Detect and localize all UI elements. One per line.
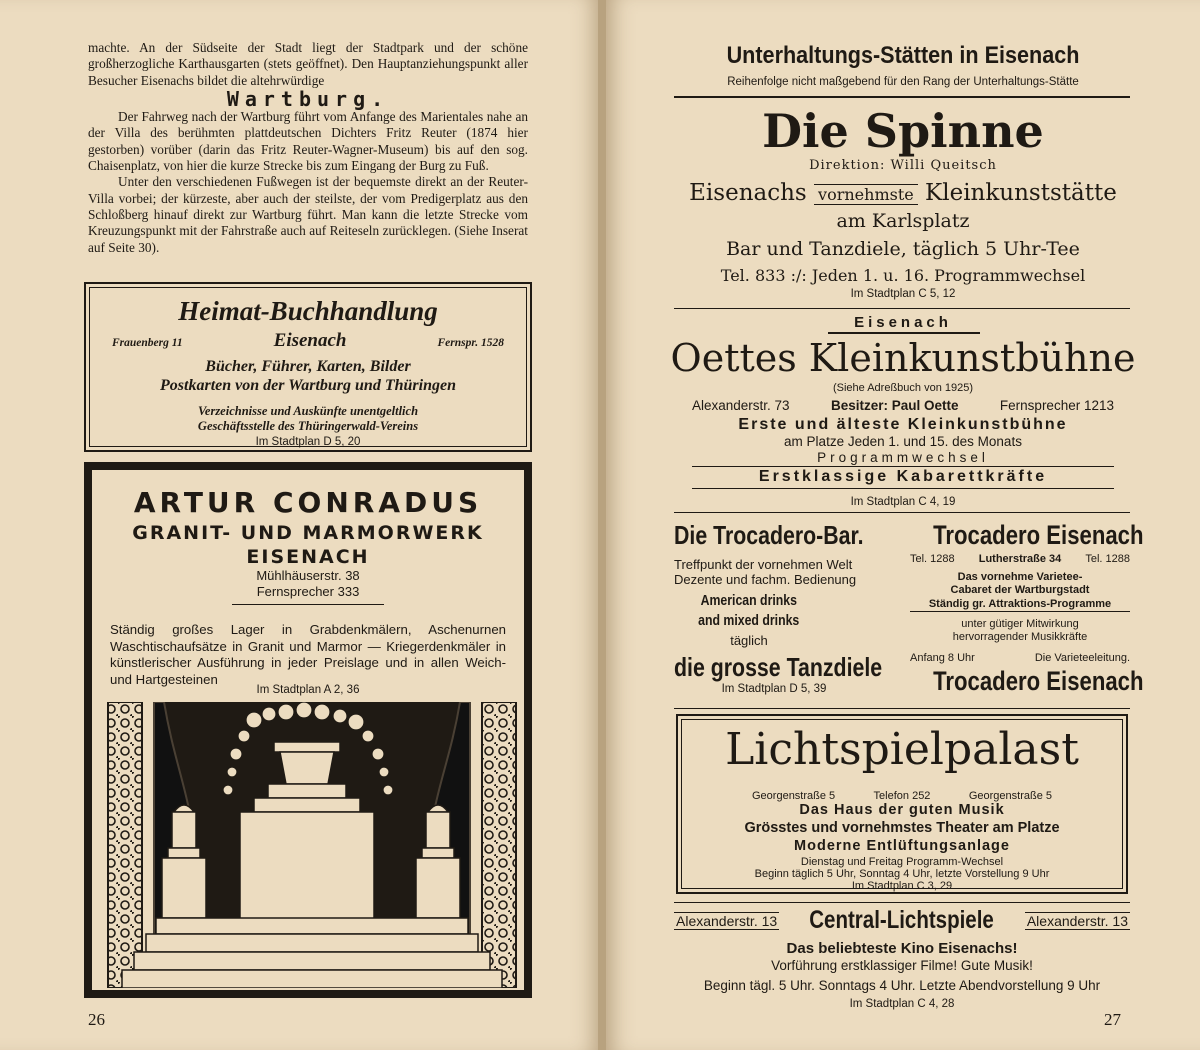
lichtspielpalast-line5: Beginn täglich 5 Uhr, Sonntag 4 Uhr, letzte Vorstellung 9 Uhr [754,868,1050,880]
spinne-slogan-a: Eisenachs [689,180,807,206]
heimat-address-row [112,330,504,352]
lichtspielpalast-addr-left: Georgenstraße 5 [752,790,836,802]
oette-rule-top [692,466,1114,467]
ad-heimat-buchhandlung [84,282,532,452]
trocadero-daily: täglich [730,633,768,648]
trocadero-bar-line2: Dezente und fachm. Bedienung [674,572,857,587]
trocadero-line5: hervorragender Musikkräfte [952,631,1088,643]
lichtspielpalast-inner [681,719,1123,892]
conradus-inner [92,470,524,990]
heimat-line3: Verzeichnisse und Auskünfte unentgeltlich [197,404,419,418]
lichtspielpalast-name: Lichtspielpalast [725,724,1079,775]
oette-rule-bottom [692,488,1114,489]
central-header-row [674,906,1130,935]
trocadero-name: Trocadero Eisenach [933,520,1144,550]
oette-wechsel: Programmwechsel [817,450,989,465]
ad-artur-conradus [84,462,532,998]
right-ornament-border [482,702,516,988]
page-title: Unterhaltungs-Stätten in Eisenach [726,42,1080,69]
lichtspielpalast-addr-right: Georgenstraße 5 [968,790,1052,802]
trocadero-separator [674,708,1130,709]
oette-street: Alexanderstr. 73 [692,398,790,413]
trocadero-dance: die grosse Tanzdiele [674,652,883,682]
page-number-right: 27 [1104,1010,1121,1029]
spinne-slogan-c: Kleinkunststätte [925,180,1117,206]
ad-central-lichtspiele [674,906,1130,1016]
central-line3: Beginn tägl. 5 Uhr. Sonntags 4 Uhr. Letzte Abendvorstellung 9 Uhr [703,978,1101,993]
ad-lichtspielpalast [676,714,1128,894]
spinne-rule [674,308,1130,309]
spinne-location: am Karlsplatz [836,210,970,232]
central-name-wrap [789,906,1014,935]
central-line2: Vorführung erstklassiger Filme! Gute Musik! [771,958,1033,973]
trocadero-footer: Trocadero Eisenach [933,666,1144,696]
oette-city: Eisenach [854,314,952,331]
trocadero-management: Die Varieteeleitung. [1034,652,1130,664]
trocadero-footer-wrap [910,666,1144,697]
trocadero-dance-wrap [674,652,904,683]
conradus-text: Ständig großes Lager in Grabdenkmälern, Aschenurnen Waschtischaufsätze in Granit und Marmor — Kriegerdenkmäler in künstlerischer Ausführung in jeder Preislage und in allen Weich- und Hartgesteinen [110,622,506,687]
trocadero-bar-name-wrap [674,520,904,551]
lichtspielpalast-separator [674,902,1130,903]
central-name: Central-Lichtspiele [809,906,995,934]
ad-trocadero-eisenach [910,520,1144,697]
spinne-bar: Bar und Tanzdiele, täglich 5 Uhr-Tee [726,238,1080,260]
oette-contact-row [692,398,1114,413]
lichtspielpalast-contact-row [752,790,1052,802]
oette-city-underline [828,332,980,334]
ad-die-spinne [606,100,1200,310]
trocadero-contact-row [910,553,1130,565]
intro-paragraph: machte. An der Südseite der Stadt liegt der Stadtpark und der schöne großherzogliche Karthausgarten (stets geöffnet). Den Hauptanziehungspunkt aller Besucher Eisenachs bildet die altehrwürdige [88,40,528,88]
heimat-city: Eisenach [273,330,347,351]
trocadero-bar-plan: Im Stadtplan D 5, 39 [721,683,827,695]
trocadero-drinks [674,591,824,650]
oette-owner: Besitzer: Paul Oette [830,398,959,413]
steps [122,918,502,988]
conradus-city: EISENACH [246,546,370,568]
spinne-tel: Tel. 833 :/: Jeden 1. u. 16. Programmwechsel [720,266,1086,285]
trocadero-bar-name: Die Trocadero-Bar. [674,520,864,550]
oette-name: Oettes Kleinkunstbühne [670,336,1136,380]
wartburg-heading: Wartburg. [226,86,390,111]
ad-oettes-kleinkunstbuehne [606,312,1200,512]
heimat-line2: Postkarten von der Wartburg und Thüringen [160,377,456,394]
heimat-line4: Geschäftsstelle des Thüringerwald-Vereins [197,419,419,433]
trocadero-drinks2: and mixed drinks [698,612,800,629]
central-addr-right: Alexanderstr. 13 [1026,912,1128,929]
oette-artists: Erstklassige Kabarettkräfte [758,468,1048,485]
conradus-name: ARTUR CONRADUS [133,486,483,519]
lichtspielpalast-line2: Grösstes und vornehmstes Theater am Platze [744,820,1060,836]
wartburg-text [88,40,528,256]
ad-heimat-inner-border [89,287,527,447]
conradus-rule [232,604,384,605]
spinne-direction: Direktion: Willi Queitsch [809,158,997,173]
oette-note: (Siehe Adreßbuch von 1925) [832,382,974,394]
heimat-line1: Bücher, Führer, Karten, Bilder [205,358,411,375]
lichtspielpalast-phone: Telefon 252 [873,790,931,802]
conradus-subtitle: GRANIT- UND MARMORWERK [132,522,484,544]
trocadero-bar-line1: Treffpunkt der vornehmen Welt [674,557,853,572]
central-addr-left: Alexanderstr. 13 [676,912,778,929]
spinne-name: Die Spinne [762,104,1044,158]
heimat-name: Heimat-Buchhandlung [178,296,438,326]
lichtspielpalast-plan: Im Stadtplan C 3, 29 [851,880,953,892]
lichtspielpalast-line3: Moderne Entlüftungsanlage [794,838,1010,854]
trocadero-start-row [910,652,1130,664]
page-subtitle: Reihenfolge nicht maßgebend für den Rang der Unterhaltungs-Stätte [727,76,1079,88]
memorial-illustration [104,702,520,988]
left-ornament-border [108,702,142,988]
trocadero-name-wrap [910,520,1144,551]
oette-separator [674,512,1130,513]
trocadero-tel-right: Tel. 1288 [1085,553,1130,565]
trocadero-line3: Ständig gr. Attraktions-Programme [910,597,1130,612]
trocadero-drinks1: American drinks [700,592,798,609]
central-plan: Im Stadtplan C 4, 28 [849,998,955,1010]
title-rule [674,96,1130,98]
central-line1: Das beliebteste Kino Eisenachs! [786,940,1018,957]
paragraph-2: Der Fahrweg nach der Wartburg führt vom Anfange des Marientales nahe an der Villa des berühmten plattdeutschen Dichters Fritz Reuter (1874 hier gestorben) vorüber (darin das Fritz Reuter-Wagner-Museum) bis auf den sog. Chaisenplatz, von hier die kurze Strecke bis zum Eingang der Burg zu Fuß. [88,109,528,174]
conradus-street: Mühlhäuserstr. 38 [256,568,360,583]
conradus-plan: Im Stadtplan A 2, 36 [256,684,360,696]
lichtspielpalast-line4: Dienstag und Freitag Programm-Wechsel [800,856,1004,868]
conradus-phone: Fernsprecher 333 [256,584,360,599]
ad-trocadero-bar [674,520,904,695]
spinne-slogan [606,180,1200,206]
heimat-address: Frauenberg 11 [112,337,183,349]
heimat-phone: Fernspr. 1528 [437,337,504,349]
oette-plan: Im Stadtplan C 4, 19 [850,496,956,508]
paragraph-3: Unter den verschiedenen Fußwegen ist der bequemste direkt an der Reuter-Villa vorbei; der kürzeste, aber auch der steilste, der vom Predigerplatz aus den Schloßberg hinauf direkt zur Wartburg führt. Man kann die letzte Strecke vom Kreuzungspunkt mit der Fahrstraße auch auf Reiteseln zurücklegen. (Siehe Inserat auf Seite 30). [88,174,528,255]
page-number-left: 26 [88,1010,105,1029]
trocadero-line2: Cabaret der Wartburgstadt [950,584,1090,596]
spinne-slogan-b: vornehmste [814,184,918,205]
trocadero-line1: Das vornehme Varietee- [957,571,1083,583]
heimat-plan: Im Stadtplan D 5, 20 [255,436,361,448]
oette-claim: Erste und älteste Kleinkunstbühne [738,416,1068,433]
trocadero-street: Lutherstraße 34 [978,553,1062,565]
lichtspielpalast-line1: Das Haus der guten Musik [799,802,1005,818]
oette-phone: Fernsprecher 1213 [999,398,1114,413]
spinne-plan: Im Stadtplan C 5, 12 [850,288,956,300]
trocadero-tel-left: Tel. 1288 [910,553,955,565]
trocadero-start: Anfang 8 Uhr [910,652,975,664]
trocadero-line4: unter gütiger Mitwirkung [961,618,1079,630]
oette-program: am Platze Jeden 1. und 15. des Monats [784,434,1022,449]
